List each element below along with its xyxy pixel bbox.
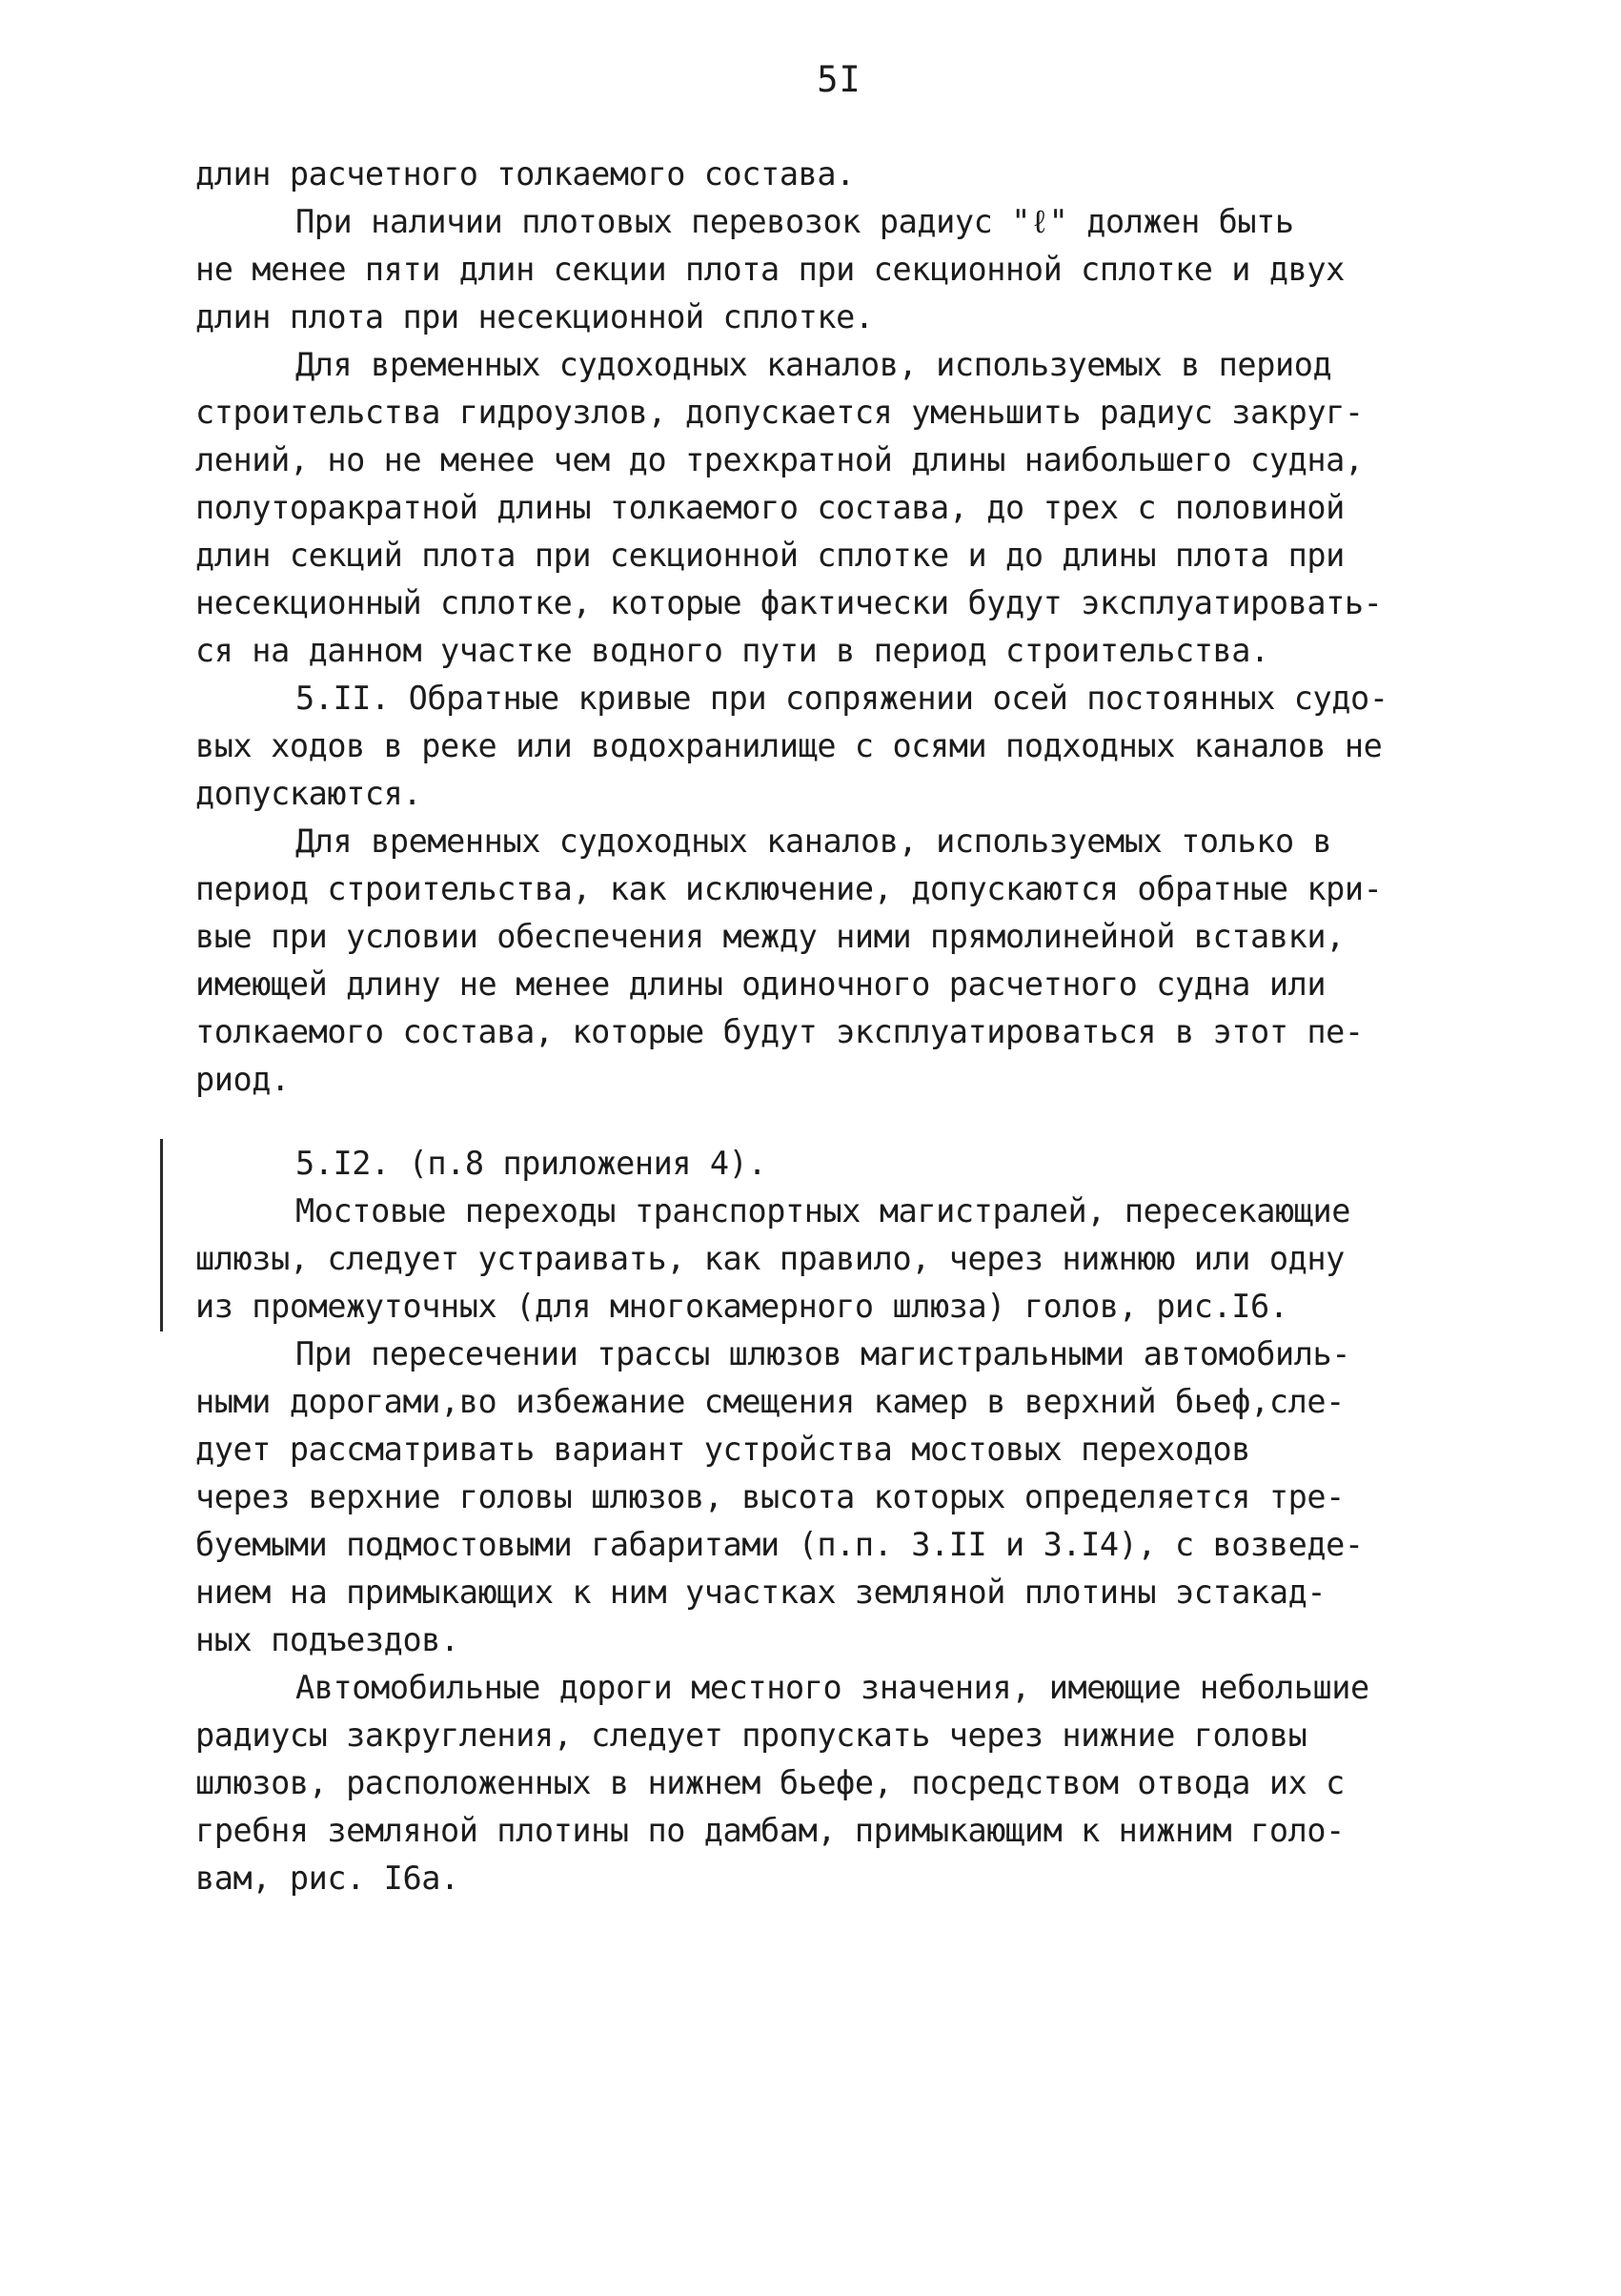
text-line: дует рассматривать вариант устройства мостовых переходов bbox=[195, 1431, 1251, 1468]
text-line: Мостовые переходы транспортных магистралей, пересекающие bbox=[295, 1192, 1351, 1229]
text-line: из промежуточных (для многокамерного шлюза) голов, рис.I6. bbox=[195, 1288, 1288, 1325]
page-number: 5I bbox=[817, 59, 861, 100]
text-line: ся на данном участке водного пути в период строительства. bbox=[195, 632, 1269, 669]
text-line: ных подъездов. bbox=[195, 1621, 459, 1658]
text-line: Для временных судоходных каналов, используемых только в bbox=[295, 823, 1332, 860]
text-line: Для временных судоходных каналов, используемых в период bbox=[295, 346, 1332, 383]
text-line: шлюзов, расположенных в нижнем бьефе, посредством отвода их с bbox=[195, 1764, 1345, 1801]
text-line: несекционный сплотке, которые фактически будут эксплуатировать- bbox=[195, 584, 1383, 621]
text-line: длин расчетного толкаемого состава. bbox=[195, 155, 855, 193]
paragraph-continuation bbox=[195, 151, 1439, 198]
section-gap bbox=[195, 1104, 1439, 1140]
paragraph-local-roads bbox=[195, 1664, 1439, 1902]
text-line: лений, но не менее чем до трехкратной длины наибольшего судна, bbox=[195, 441, 1364, 478]
text-line: имеющей длину не менее длины одиночного расчетного судна или bbox=[195, 965, 1327, 1003]
text-line: полуторакратной длины толкаемого состава, до трех с половиной bbox=[195, 489, 1345, 526]
paragraph-section-5-12 bbox=[195, 1140, 1439, 1188]
text-line: период строительства, как исключение, допускаются обратные кри- bbox=[195, 870, 1383, 907]
text-line: Автомобильные дороги местного значения, имеющие небольшие bbox=[295, 1669, 1369, 1706]
paragraph-temporary-canals bbox=[195, 341, 1439, 675]
text-line: через верхние головы шлюзов, высота которых определяется тре- bbox=[195, 1478, 1345, 1515]
document-body bbox=[195, 151, 1439, 1902]
text-line: гребня земляной плотины по дамбам, примыкающим к нижним голо- bbox=[195, 1812, 1345, 1849]
text-line: ными дорогами,во избежание смещения камер в верхний бьеф,сле- bbox=[195, 1383, 1345, 1420]
paragraph-section-5-11 bbox=[195, 675, 1439, 818]
text-line: толкаемого состава, которые будут эксплуатироваться в этот пе- bbox=[195, 1013, 1364, 1050]
text-line: вам, рис. I6а. bbox=[195, 1859, 459, 1897]
paragraph-reverse-curves-exception bbox=[195, 818, 1439, 1104]
text-line: допускаются. bbox=[195, 775, 422, 812]
paragraph-raft-transport bbox=[195, 198, 1439, 341]
text-line: 5.I2. (п.8 приложения 4). bbox=[295, 1145, 767, 1182]
text-line: вые при условии обеспечения между ними прямолинейной вставки, bbox=[195, 918, 1345, 955]
text-line: длин плота при несекционной сплотке. bbox=[195, 298, 874, 335]
text-line: строительства гидроузлов, допускается уменьшить радиус закруг- bbox=[195, 394, 1364, 431]
text-line: 5.II. Обратные кривые при сопряжении осей постоянных судо- bbox=[295, 680, 1388, 717]
text-line: нием на примыкающих к ним участках земляной плотины эстакад- bbox=[195, 1574, 1327, 1611]
text-line: радиусы закругления, следует пропускать через нижние головы bbox=[195, 1717, 1307, 1754]
text-line: вых ходов в реке или водохранилище с осями подходных каналов не bbox=[195, 727, 1383, 764]
margin-revision-bar bbox=[160, 1139, 163, 1331]
text-line: При пересечении трассы шлюзов магистральными автомобиль- bbox=[295, 1335, 1351, 1372]
text-line: При наличии плотовых перевозок радиус "ℓ" должен быть bbox=[295, 203, 1294, 240]
text-line: шлюзы, следует устраивать, как правило, через нижнюю или одну bbox=[195, 1240, 1345, 1277]
text-line: длин секций плота при секционной сплотке и до длины плота при bbox=[195, 537, 1345, 574]
text-line: буемыми подмостовыми габаритами (п.п. 3.II и 3.I4), с возведе- bbox=[195, 1526, 1364, 1563]
text-line: риод. bbox=[195, 1061, 290, 1098]
paragraph-bridge-crossings bbox=[195, 1188, 1439, 1331]
text-line: не менее пяти длин секции плота при секционной сплотке и двух bbox=[195, 251, 1345, 288]
paragraph-highway-crossings bbox=[195, 1331, 1439, 1664]
